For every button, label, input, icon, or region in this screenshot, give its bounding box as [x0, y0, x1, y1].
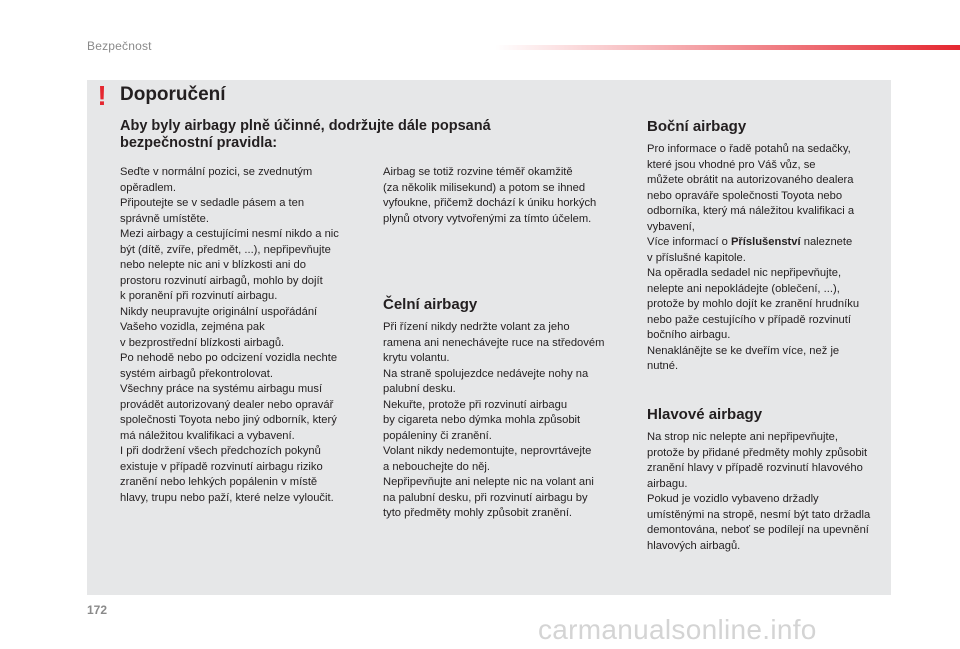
side-airbags-text: [647, 142, 892, 375]
page-number: 172: [87, 603, 108, 617]
text-line: nebo nelepte nic ani v blízkosti ani do: [120, 259, 306, 271]
text-line: Po nehodě nebo po odcizení vozidla nechte: [120, 352, 338, 364]
front-airbags-heading: Čelní airbagy: [383, 296, 478, 313]
head-airbags-text: [647, 430, 892, 554]
header-stripe: [495, 45, 960, 50]
text-line: provádět autorizovaný dealer nebo opravář: [120, 398, 334, 411]
text-line: Při řízení nikdy nedržte volant za jeho: [383, 321, 570, 333]
accessories-keyword: Příslušenství: [730, 236, 801, 248]
text-line: Vašeho vozidla, zejména pak: [120, 321, 265, 333]
text-line: by cigareta nebo dýmka mohla způsobit: [383, 414, 581, 426]
text-line: bočního airbagu.: [647, 329, 731, 341]
text-line: opěradlem.: [120, 181, 176, 194]
text-line: airbagu.: [647, 477, 688, 490]
text-line: Na straně spolujezdce nedávejte nohy na: [383, 367, 589, 380]
warning-exclamation-icon: !: [97, 80, 107, 111]
box-title: Doporučení: [120, 84, 226, 105]
text-line: Seďte v normální pozici, se zvednutým: [120, 166, 313, 178]
text-line: Všechny práce na systému airbagu musí: [120, 383, 323, 395]
head-airbags-heading: Hlavové airbagy: [647, 406, 763, 423]
text-line: na palubní desku, při rozvinutí airbagu by: [383, 491, 588, 504]
text-line: Na opěradla sedadel nic nepřipevňujte,: [647, 267, 842, 279]
side-airbags-heading: Boční airbagy: [647, 118, 747, 135]
text-line: zranění nebo lehkých popálenin v místě: [120, 476, 318, 488]
text-line: které jsou vhodné pro Váš vůz, se: [647, 158, 816, 171]
text-line: tyto předměty mohly způsobit zranění.: [383, 507, 573, 519]
text-line: palubní desku.: [383, 383, 456, 395]
text-line: odborníka, který má náležitou kvalifikaci a: [647, 205, 855, 217]
text-line: má náležitou kvalifikaci a vybavení.: [120, 429, 295, 442]
text-line: demontována, neboť se podílejí na upevnění: [647, 524, 869, 536]
lead-line: Aby byly airbagy plně účinné, dodržujte dále popsaná: [120, 118, 491, 134]
text-line: Nenaklánějte se ke dveřím více, než je: [647, 344, 840, 357]
lead-line: bezpečnostní pravidla:: [120, 135, 278, 151]
watermark: carmanualsonline.info: [538, 614, 817, 645]
text-line: Na strop nic nelepte ani nepřipevňujte,: [647, 431, 838, 443]
text-line: Nepřipevňujte ani nelepte nic na volant ani: [383, 476, 594, 488]
text-line: existuje v případě rozvinutí airbagu riziko: [120, 460, 323, 473]
text-line: prostoru rozvinutí airbagů, mohlo by dojít: [120, 274, 323, 287]
text-line: protože by mohlo dojít ke zranění hrudníku: [647, 298, 860, 310]
text-line: systém airbagů překontrolovat.: [120, 367, 273, 380]
text-line: nebo paže cestujícího v případě rozvinutí: [647, 313, 851, 326]
text-line: správně umístěte.: [120, 212, 209, 225]
text-line: v příslušné kapitole.: [647, 251, 746, 264]
text-line: I při dodržení všech předchozích pokynů: [120, 445, 321, 457]
front-airbags-text: [383, 320, 633, 522]
text-line: a nebouchejte do něj.: [383, 460, 490, 473]
text-line: Volant nikdy nedemontujte, neprovrtávejte: [383, 445, 592, 457]
text-line: ramena ani nenechávejte ruce na středovém: [383, 336, 605, 349]
text-line: můžete obrátit na autorizovaného dealera: [647, 174, 854, 186]
text-line: být (dítě, zvíře, předmět, ...), nepřipevňujte: [120, 243, 331, 256]
text-line: nutné.: [647, 360, 679, 372]
text-line: Nekuřte, protože při rozvinutí airbagu: [383, 398, 568, 411]
accessories-reference: Více informací o Příslušenství naleznete: [647, 236, 853, 248]
text-line: hlavy, trupu nebo paží, které nelze vyloučit.: [120, 491, 334, 504]
text-line: Nikdy neupravujte originální uspořádání: [120, 305, 318, 318]
text-line: vybavení,: [647, 220, 695, 233]
text-line: protože by přidané předměty mohly způsobit: [647, 446, 868, 459]
text-line: hlavových airbagů.: [647, 539, 741, 552]
text-line: Pro informace o řadě potahů na sedačky,: [647, 143, 851, 155]
text-line: k poranění při rozvinutí airbagu.: [120, 290, 278, 302]
text-line: umístěnými na stropě, nesmí být tato držadla: [647, 508, 871, 521]
text-line: zranění hlavy v případě rozvinutí hlavového: [647, 462, 863, 474]
text-line: Mezi airbagy a cestujícími nesmí nikdo a nic: [120, 228, 339, 240]
text-line: plynů otvory vytvořenými za tímto účelem.: [383, 212, 592, 225]
column-general-rules: [120, 165, 365, 506]
lead-text: [120, 118, 560, 152]
text-line: společnosti Toyota nebo jiný odborník, který: [120, 414, 337, 426]
text-line: Připoutejte se v sedadle pásem a ten: [120, 197, 305, 209]
text-line: popáleniny či zranění.: [383, 429, 492, 442]
text-line: (za několik milisekund) a potom se ihned: [383, 181, 586, 194]
text-line: nelepte ani nepokládejte (oblečení, ...),: [647, 282, 840, 295]
text-line: nebo opraváře společnosti Toyota nebo: [647, 189, 843, 202]
text-line: v bezprostřední blízkosti airbagů.: [120, 336, 285, 349]
text-line: vyfoukne, přičemž dochází k úniku horkých: [383, 197, 597, 209]
column-airbag-deployment: [383, 165, 633, 227]
text-line: Pokud je vozidlo vybaveno držadly: [647, 493, 819, 505]
text-line: krytu volantu.: [383, 352, 450, 364]
text-line: Airbag se totiž rozvine téměř okamžitě: [383, 166, 573, 178]
section-title: Bezpečnost: [87, 39, 152, 53]
